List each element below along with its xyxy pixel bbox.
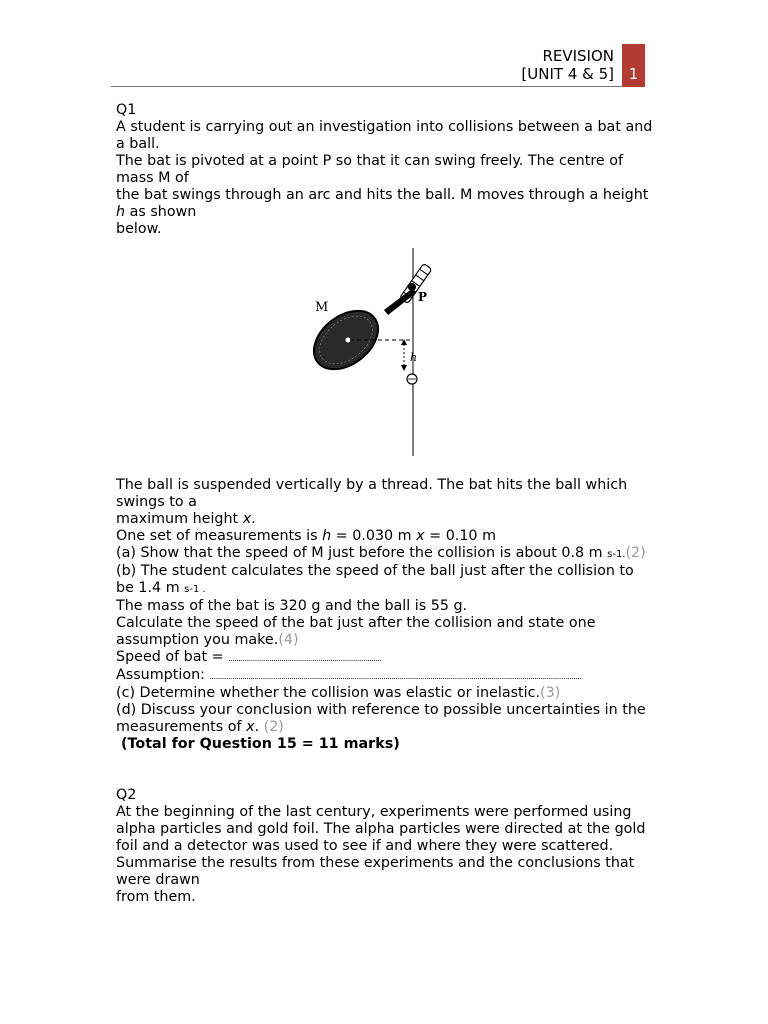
part-a-text: (a) Show that the speed of M just before the collision is about 0.8 m	[116, 545, 608, 561]
assumption-label: Assumption:	[116, 667, 210, 683]
ball-text-1: The ball is suspended vertically by a thread. The bat hits the ball which swings to a	[116, 477, 628, 510]
spacer	[116, 753, 656, 787]
ball-text-2-end: .	[251, 511, 256, 527]
ball-text-2	[116, 511, 656, 528]
q1-intro-1: A student is carrying out an investigation into collisions between a bat and a ball.	[116, 119, 653, 152]
speed-label: Speed of bat =	[116, 649, 229, 665]
part-d-x: x	[246, 719, 255, 735]
speed-of-bat	[116, 649, 656, 667]
assumption-answer-line[interactable]: ......................................................................................................................................................................................	[209, 672, 582, 681]
part-c-text: (c) Determine whether the collision was elastic or inelastic.	[116, 685, 541, 701]
q1-total: (Total for Question 15 = 11 marks)	[121, 736, 400, 752]
part-b	[116, 563, 656, 598]
header-revision: REVISION	[542, 47, 614, 65]
centre-of-mass	[346, 338, 351, 343]
part-c	[116, 685, 656, 702]
measurements-h-value: = 0.030 m	[331, 528, 417, 544]
part-d-marks: (2)	[263, 719, 284, 735]
var-x: x	[242, 511, 252, 527]
q2-summary-2: from them.	[116, 889, 196, 905]
q1-intro-4: below.	[116, 221, 162, 237]
part-a-unit: s-1.	[607, 549, 626, 560]
measurements	[116, 528, 656, 545]
part-b-marks: (4)	[278, 632, 299, 648]
pivot-point	[408, 283, 416, 291]
measurements-x-value: = 0.10 m	[424, 528, 496, 544]
q2-text: At the beginning of the last century, experiments were performed using alpha particles and gold foil. The alpha particles were directed at the gold foil and a detector was used to see if and where they were scattered.	[116, 804, 646, 854]
racket-shaft	[384, 288, 416, 315]
part-b-unit: s-1 .	[184, 584, 206, 595]
document-body	[116, 102, 656, 906]
label-p: P	[418, 290, 428, 304]
page-number: 1	[628, 65, 639, 83]
q1-intro-3	[116, 187, 656, 221]
q2-number: Q2	[116, 787, 137, 803]
part-b-calc	[116, 615, 656, 649]
bat-ball-diagram	[116, 248, 656, 471]
label-m: M	[315, 300, 329, 315]
part-d-end: .	[254, 719, 264, 735]
q1-number: Q1	[116, 102, 137, 118]
page-number-badge	[622, 44, 645, 87]
header-title	[521, 47, 614, 83]
diagram-svg	[300, 248, 460, 470]
var-h: h	[116, 204, 126, 220]
h-arrow-head-down	[401, 365, 407, 371]
header-unit: [UNIT 4 & 5]	[521, 65, 614, 83]
assumption	[116, 667, 656, 685]
part-c-marks: (3)	[540, 685, 561, 701]
measurements-prefix: One set of measurements is	[116, 528, 323, 544]
measurements-x: x	[416, 528, 425, 544]
part-a	[116, 545, 656, 563]
ball-text-2-lead: maximum height	[116, 511, 243, 527]
part-a-marks: (2)	[625, 545, 646, 561]
q1-intro-3-end: as shown	[125, 204, 197, 220]
q1-intro-2: The bat is pivoted at a point P so that it can swing freely. The centre of mass M of	[116, 153, 624, 186]
speed-answer-line[interactable]: ...........................................................................	[228, 654, 382, 663]
part-d-text: (d) Discuss your conclusion with reference to possible uncertainties in the measurements of	[116, 702, 646, 735]
measurements-h: h	[322, 528, 332, 544]
label-h: h	[410, 351, 418, 364]
page-header	[0, 0, 768, 90]
part-b-calc-text: Calculate the speed of the bat just after the collision and state one assumption you make.	[116, 615, 596, 648]
part-b-mass: The mass of the bat is 320 g and the ball is 55 g.	[116, 598, 468, 614]
q2-summary-1: Summarise the results from these experiments and the conclusions that were drawn	[116, 855, 635, 888]
part-b-text: (b) The student calculates the speed of the ball just after the collision to be 1.4 m	[116, 563, 634, 596]
header-divider	[111, 86, 622, 87]
q1-intro-3-text: the bat swings through an arc and hits the ball. M moves through a height	[116, 187, 649, 203]
part-d	[116, 702, 656, 736]
